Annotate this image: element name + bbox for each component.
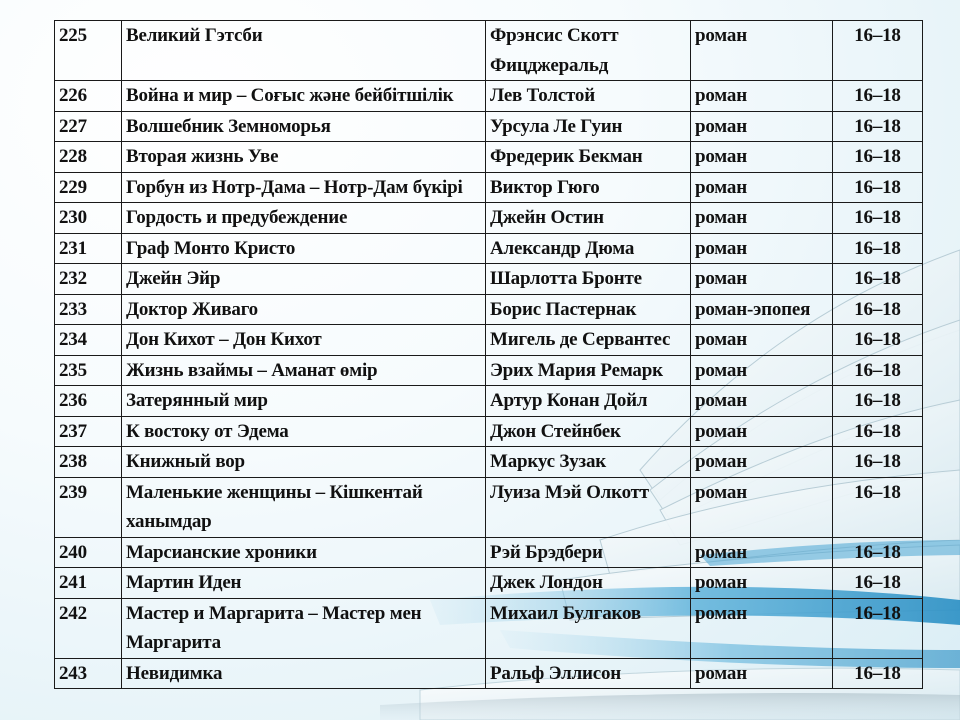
book-title-cell: Мастер и Маргарита – Мастер мен Маргарита (122, 598, 486, 658)
table-row (55, 111, 923, 142)
row-number-cell: 234 (55, 325, 122, 356)
table-row (55, 81, 923, 112)
author-cell: Урсула Ле Гуин (486, 111, 691, 142)
book-title-cell: Волшебник Земноморья (122, 111, 486, 142)
author-cell: Ральф Эллисон (486, 658, 691, 689)
genre-cell: роман (691, 264, 833, 295)
genre-cell: роман (691, 477, 833, 537)
age-range-cell: 16–18 (833, 355, 923, 386)
row-number-cell: 226 (55, 81, 122, 112)
book-title-cell: Затерянный мир (122, 386, 486, 417)
genre-cell: роман (691, 172, 833, 203)
age-range-cell: 16–18 (833, 598, 923, 658)
table-row (55, 233, 923, 264)
author-cell: Михаил Булгаков (486, 598, 691, 658)
book-title-cell: Дон Кихот – Дон Кихот (122, 325, 486, 356)
genre-cell: роман (691, 598, 833, 658)
age-range-cell: 16–18 (833, 233, 923, 264)
author-cell: Артур Конан Дойл (486, 386, 691, 417)
book-title-cell: Книжный вор (122, 447, 486, 478)
book-title-cell: Мартин Иден (122, 568, 486, 599)
age-range-cell: 16–18 (833, 81, 923, 112)
row-number-cell: 232 (55, 264, 122, 295)
author-cell: Фредерик Бекман (486, 142, 691, 173)
genre-cell: роман (691, 203, 833, 234)
row-number-cell: 227 (55, 111, 122, 142)
row-number-cell: 235 (55, 355, 122, 386)
author-cell: Рэй Брэдбери (486, 537, 691, 568)
table-row (55, 658, 923, 689)
book-title-cell: Горбун из Нотр-Дама – Нотр-Дам бүкірі (122, 172, 486, 203)
age-range-cell: 16–18 (833, 416, 923, 447)
age-range-cell: 16–18 (833, 294, 923, 325)
books-table-body (55, 21, 923, 689)
author-cell: Виктор Гюго (486, 172, 691, 203)
table-row (55, 142, 923, 173)
row-number-cell: 228 (55, 142, 122, 173)
author-cell: Маркус Зузак (486, 447, 691, 478)
author-cell: Фрэнсис Скотт Фицджеральд (486, 21, 691, 81)
books-table (54, 20, 923, 689)
genre-cell: роман (691, 111, 833, 142)
book-title-cell: Вторая жизнь Уве (122, 142, 486, 173)
genre-cell: роман (691, 142, 833, 173)
genre-cell: роман (691, 81, 833, 112)
book-title-cell: Невидимка (122, 658, 486, 689)
genre-cell: роман (691, 537, 833, 568)
table-row (55, 568, 923, 599)
row-number-cell: 243 (55, 658, 122, 689)
genre-cell: роман (691, 355, 833, 386)
row-number-cell: 236 (55, 386, 122, 417)
genre-cell: роман (691, 416, 833, 447)
table-row (55, 294, 923, 325)
book-title-cell: Жизнь взаймы – Аманат өмір (122, 355, 486, 386)
age-range-cell: 16–18 (833, 568, 923, 599)
table-row (55, 598, 923, 658)
age-range-cell: 16–18 (833, 386, 923, 417)
table-row (55, 447, 923, 478)
author-cell: Джон Стейнбек (486, 416, 691, 447)
age-range-cell: 16–18 (833, 21, 923, 81)
book-title-cell: Граф Монто Кристо (122, 233, 486, 264)
row-number-cell: 231 (55, 233, 122, 264)
row-number-cell: 229 (55, 172, 122, 203)
age-range-cell: 16–18 (833, 203, 923, 234)
row-number-cell: 233 (55, 294, 122, 325)
table-row (55, 355, 923, 386)
author-cell: Джейн Остин (486, 203, 691, 234)
age-range-cell: 16–18 (833, 142, 923, 173)
author-cell: Джек Лондон (486, 568, 691, 599)
book-title-cell: К востоку от Эдема (122, 416, 486, 447)
table-row (55, 264, 923, 295)
genre-cell: роман (691, 325, 833, 356)
genre-cell: роман-эпопея (691, 294, 833, 325)
age-range-cell: 16–18 (833, 537, 923, 568)
age-range-cell: 16–18 (833, 325, 923, 356)
book-title-cell: Доктор Живаго (122, 294, 486, 325)
genre-cell: роман (691, 21, 833, 81)
book-title-cell: Маленькие женщины – Кішкентай ханымдар (122, 477, 486, 537)
genre-cell: роман (691, 233, 833, 264)
row-number-cell: 230 (55, 203, 122, 234)
author-cell: Лев Толстой (486, 81, 691, 112)
author-cell: Мигель де Сервантес (486, 325, 691, 356)
author-cell: Луиза Мэй Олкотт (486, 477, 691, 537)
genre-cell: роман (691, 658, 833, 689)
table-row (55, 537, 923, 568)
table-row (55, 386, 923, 417)
age-range-cell: 16–18 (833, 477, 923, 537)
age-range-cell: 16–18 (833, 264, 923, 295)
age-range-cell: 16–18 (833, 658, 923, 689)
table-row (55, 477, 923, 537)
author-cell: Шарлотта Бронте (486, 264, 691, 295)
row-number-cell: 241 (55, 568, 122, 599)
age-range-cell: 16–18 (833, 447, 923, 478)
row-number-cell: 239 (55, 477, 122, 537)
genre-cell: роман (691, 386, 833, 417)
age-range-cell: 16–18 (833, 172, 923, 203)
row-number-cell: 225 (55, 21, 122, 81)
genre-cell: роман (691, 568, 833, 599)
age-range-cell: 16–18 (833, 111, 923, 142)
genre-cell: роман (691, 447, 833, 478)
book-title-cell: Марсианские хроники (122, 537, 486, 568)
author-cell: Эрих Мария Ремарк (486, 355, 691, 386)
row-number-cell: 240 (55, 537, 122, 568)
table-row (55, 416, 923, 447)
author-cell: Александр Дюма (486, 233, 691, 264)
row-number-cell: 242 (55, 598, 122, 658)
table-row (55, 325, 923, 356)
row-number-cell: 237 (55, 416, 122, 447)
table-row (55, 203, 923, 234)
row-number-cell: 238 (55, 447, 122, 478)
author-cell: Борис Пастернак (486, 294, 691, 325)
table-row (55, 172, 923, 203)
book-title-cell: Гордость и предубеждение (122, 203, 486, 234)
book-title-cell: Война и мир – Соғыс және бейбітшілік (122, 81, 486, 112)
book-title-cell: Джейн Эйр (122, 264, 486, 295)
book-title-cell: Великий Гэтсби (122, 21, 486, 81)
table-row (55, 21, 923, 81)
